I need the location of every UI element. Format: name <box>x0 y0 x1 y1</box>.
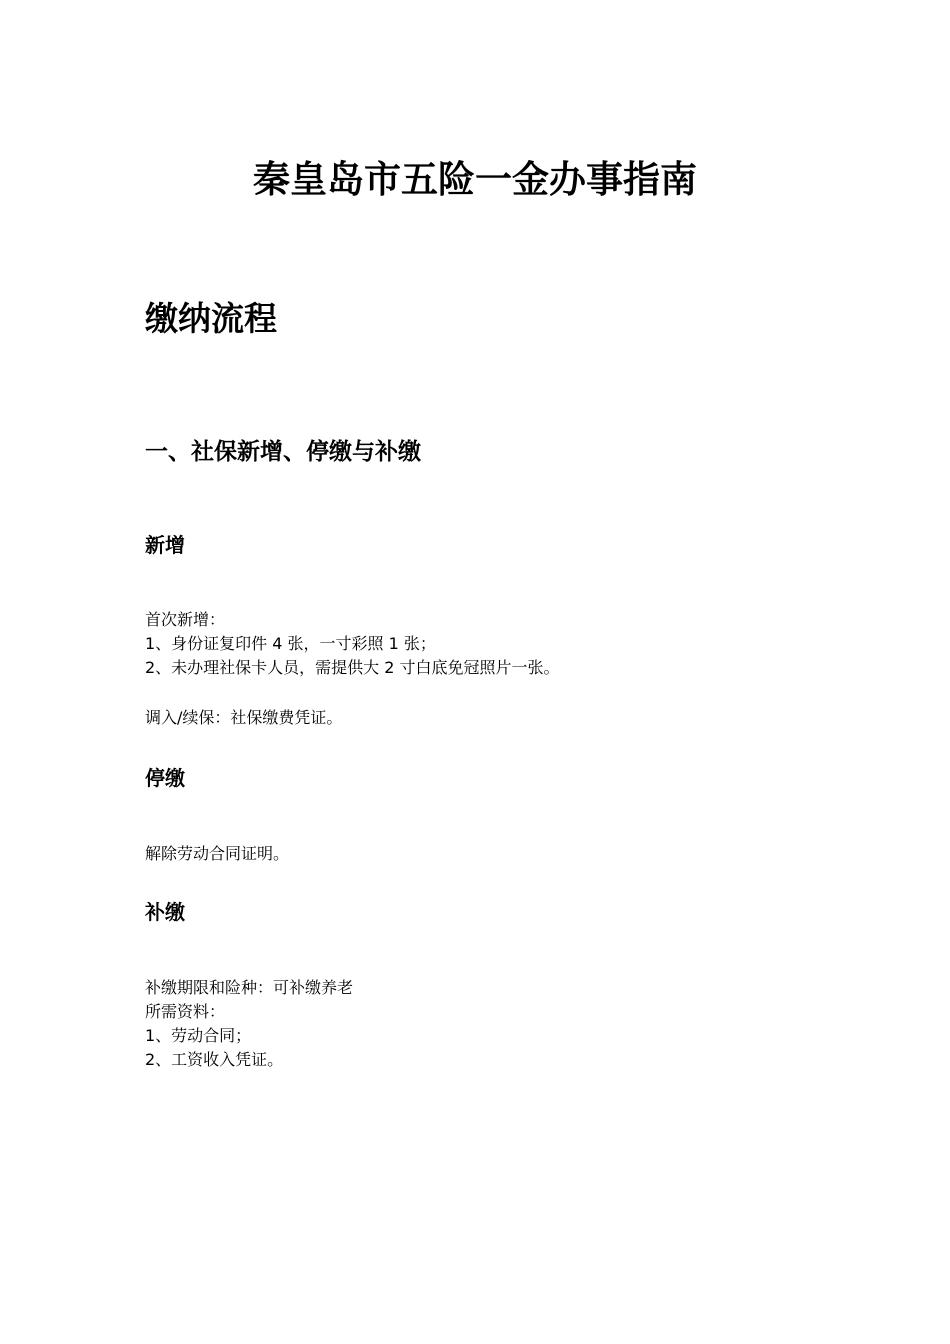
heading-social-insurance: 一、社保新增、停缴与补缴 <box>145 439 421 465</box>
heading-payment-process: 缴纳流程 <box>145 299 277 338</box>
supplement-paragraph <box>145 976 353 1072</box>
heading-supplement: 补缴 <box>145 900 185 924</box>
stop-paragraph <box>145 842 289 866</box>
first-add-paragraph <box>145 608 560 680</box>
first-add-item-1: 1、身份证复印件 4 张，一寸彩照 1 张； <box>145 634 436 653</box>
supplement-scope: 补缴期限和险种：可补缴养老 <box>145 978 354 997</box>
transfer-paragraph <box>145 706 342 730</box>
first-add-item-2: 2、未办理社保卡人员，需提供大 2 寸白底免冠照片一张。 <box>145 658 560 677</box>
supplement-materials-label: 所需资料： <box>145 1002 226 1021</box>
stop-line: 解除劳动合同证明。 <box>145 844 290 863</box>
heading-add: 新增 <box>145 533 185 557</box>
first-add-label: 首次新增： <box>145 610 226 629</box>
transfer-line: 调入/续保：社保缴费凭证。 <box>145 708 343 727</box>
document-title: 秦皇岛市五险一金办事指南 <box>253 158 697 201</box>
heading-stop: 停缴 <box>145 766 185 790</box>
supplement-item-2: 2、工资收入凭证。 <box>145 1050 284 1069</box>
supplement-item-1: 1、劳动合同； <box>145 1026 252 1045</box>
